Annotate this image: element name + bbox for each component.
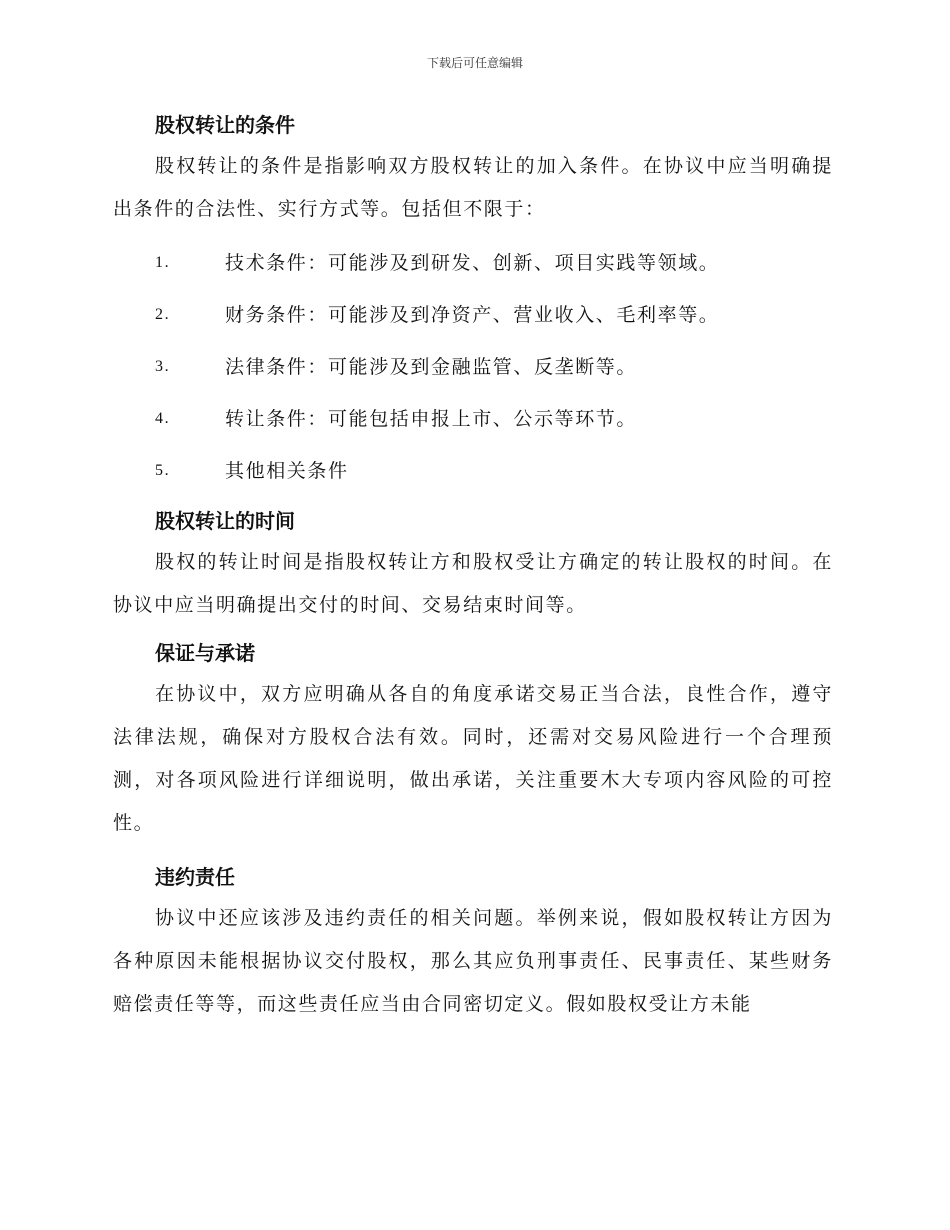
section-heading: 违约责任 — [155, 865, 235, 889]
list-number: 3. — [155, 358, 171, 375]
list-number: 4. — [155, 410, 171, 427]
list-item — [113, 445, 833, 497]
list-item — [113, 289, 833, 341]
section-heading: 保证与承诺 — [155, 641, 255, 665]
list-text: 财务条件：可能涉及到净资产、营业收入、毛利率等。 — [225, 304, 720, 326]
list-number: 2. — [155, 306, 171, 323]
list-text: 技术条件：可能涉及到研发、创新、项目实践等领域。 — [225, 252, 720, 274]
paragraph: 在协议中，双方应明确从各自的角度承诺交易正当合法，良性合作，遵守法律法规，确保对方股权合法有效。同时，还需对交易风险进行一个合理预测，对各项风险进行详细说明，做出承诺，关注重要木大专项内容风险的可控性。 — [113, 683, 833, 834]
page-header: 下载后可任意编辑 — [426, 56, 523, 70]
section-guarantees — [113, 633, 833, 845]
section-transfer-time — [113, 501, 833, 627]
document-body — [113, 105, 833, 1032]
paragraph: 股权的转让时间是指股权转让方和股权受让方确定的转让股权的时间。在协议中应当明确提出交付的时间、交易结束时间等。 — [113, 551, 833, 616]
list-item — [113, 237, 833, 289]
list-text: 其他相关条件 — [225, 460, 349, 482]
paragraph: 协议中还应该涉及违约责任的相关问题。举例来说，假如股权转让方因为各种原因未能根据协议交付股权，那么其应负刑事责任、民事责任、某些财务赔偿责任等等，而这些责任应当由合同密切定义。假如股权受让方未能 — [113, 907, 833, 1015]
section-breach-liability — [113, 857, 833, 1026]
list-text: 转让条件：可能包括申报上市、公示等环节。 — [225, 408, 638, 430]
conditions-list — [113, 237, 833, 497]
list-item — [113, 393, 833, 445]
section-heading: 股权转让的条件 — [155, 113, 295, 137]
list-number: 5. — [155, 462, 171, 479]
list-number: 1. — [155, 254, 171, 271]
paragraph: 股权转让的条件是指影响双方股权转让的加入条件。在协议中应当明确提出条件的合法性、实行方式等。包括但不限于： — [113, 155, 833, 220]
list-text: 法律条件：可能涉及到金融监管、反垄断等。 — [225, 356, 638, 378]
section-transfer-conditions — [113, 105, 833, 497]
section-heading: 股权转让的时间 — [155, 509, 295, 533]
list-item — [113, 341, 833, 393]
